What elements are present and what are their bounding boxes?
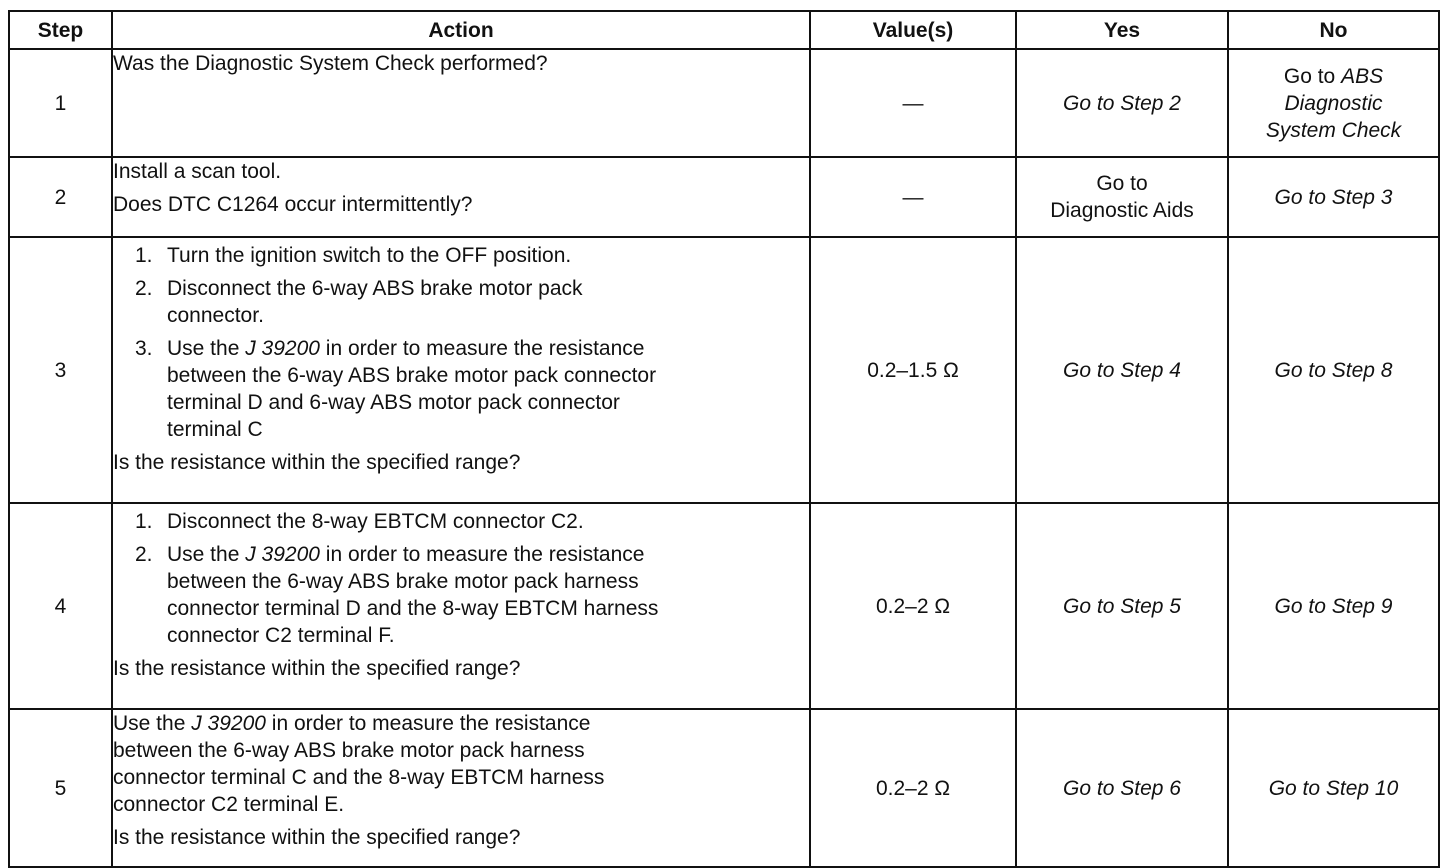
no-cell: [1228, 49, 1439, 157]
table-row: [9, 237, 1439, 503]
yes-link[interactable]: Diagnostic Aids: [1050, 199, 1194, 222]
no-link-line3[interactable]: System Check: [1265, 118, 1402, 142]
action-cell: [112, 503, 810, 709]
no-prefix: Go to: [1283, 64, 1342, 88]
table-row: [9, 709, 1439, 867]
action-question: Does DTC C1264 occur intermittently?: [113, 193, 473, 216]
value-cell: —: [810, 49, 1016, 157]
action-question: Is the resistance within the specified range?: [113, 826, 521, 849]
yes-cell: [1016, 49, 1228, 157]
yes-cell: [1016, 157, 1228, 237]
step-number: 4: [9, 503, 112, 709]
no-cell: [1228, 237, 1439, 503]
yes-cell: [1016, 237, 1228, 503]
no-link[interactable]: Go to Step 8: [1274, 358, 1393, 382]
step-number: 2: [9, 157, 112, 237]
yes-link[interactable]: Go to Step 4: [1063, 358, 1181, 382]
action-step-item: 2. Disconnect the 6-way ABS brake motor pack connector.: [135, 277, 583, 327]
yes-line1: Go to: [1096, 172, 1148, 195]
action-cell: [112, 709, 810, 867]
action-steps: [113, 508, 809, 649]
table-row: [9, 157, 1439, 237]
yes-link[interactable]: Go to Step 5: [1063, 594, 1181, 618]
action-question: Is the resistance within the specified range?: [113, 451, 521, 474]
action-step-item: 3. Use the J 39200 in order to measure the resistance between the 6-way ABS brake motor pack connector terminal D and 6-way ABS motor pack connector terminal C: [135, 337, 657, 441]
no-link[interactable]: Go to Step 10: [1268, 776, 1399, 800]
step-number: 5: [9, 709, 112, 867]
header-yes: Yes: [1016, 11, 1228, 49]
value-cell: 0.2–2 Ω: [810, 503, 1016, 709]
tool-reference: J 39200: [245, 337, 320, 360]
tool-reference: J 39200: [245, 543, 320, 566]
value-cell: —: [810, 157, 1016, 237]
no-link-line2[interactable]: Diagnostic: [1284, 91, 1383, 115]
table-row: [9, 503, 1439, 709]
action-steps: [113, 242, 809, 443]
value-cell: 0.2–1.5 Ω: [810, 237, 1016, 503]
no-link-line1[interactable]: ABS: [1341, 64, 1384, 88]
action-step-item: 2. Use the J 39200 in order to measure the resistance between the 6-way ABS brake motor pack harness connector terminal D and the 8-way EBTCM harness connector C2 terminal F.: [135, 543, 659, 647]
diagnostic-table: [8, 10, 1440, 868]
action-step-item: 1. Disconnect the 8-way EBTCM connector C2.: [135, 510, 584, 533]
tool-reference: J 39200: [191, 712, 266, 735]
no-cell: [1228, 157, 1439, 237]
action-cell: [112, 49, 810, 157]
action-cell: [112, 157, 810, 237]
action-question: Is the resistance within the specified range?: [113, 657, 521, 680]
table-row: [9, 49, 1439, 157]
action-instruction: Use the J 39200 in order to measure the resistance between the 6-way ABS brake motor pack harness connector terminal C and the 8-way EBTCM harness connector C2 terminal E.: [113, 712, 605, 816]
no-link[interactable]: Go to Step 3: [1274, 185, 1393, 209]
header-step: Step: [9, 11, 112, 49]
action-step-item: 1. Turn the ignition switch to the OFF position.: [135, 244, 572, 267]
action-instruction: Install a scan tool.: [113, 160, 282, 183]
no-cell: [1228, 503, 1439, 709]
header-action: Action: [112, 11, 810, 49]
value-cell: 0.2–2 Ω: [810, 709, 1016, 867]
step-number: 3: [9, 237, 112, 503]
action-cell: [112, 237, 810, 503]
action-question: Was the Diagnostic System Check performed?: [113, 52, 548, 75]
yes-link[interactable]: Go to Step 2: [1063, 91, 1181, 115]
no-cell: [1228, 709, 1439, 867]
yes-cell: [1016, 709, 1228, 867]
header-no: No: [1228, 11, 1439, 49]
no-link[interactable]: Go to Step 9: [1274, 594, 1393, 618]
yes-link[interactable]: Go to Step 6: [1063, 776, 1181, 800]
header-row: [9, 11, 1439, 49]
step-number: 1: [9, 49, 112, 157]
yes-cell: [1016, 503, 1228, 709]
header-value: Value(s): [810, 11, 1016, 49]
